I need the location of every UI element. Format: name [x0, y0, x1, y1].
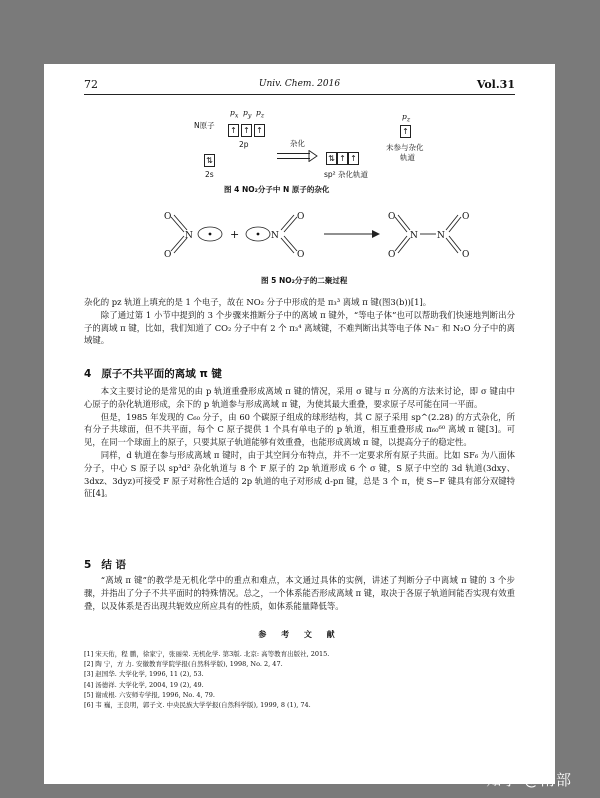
reference-item: [4] 汤德祥. 大学化学, 2004, 19 (2), 49.: [84, 680, 204, 689]
reaction-arrow-icon: [324, 230, 380, 238]
2p-orbital-box: ↑: [241, 124, 252, 137]
sp2-orbital-box: ⇅: [326, 152, 337, 165]
2s-orbital-box: ⇅: [204, 154, 215, 167]
svg-text:+: +: [230, 228, 240, 241]
body-paragraphs-top: [84, 296, 515, 347]
section-5-body: [84, 574, 515, 612]
unhybrid-label-1: 未参与杂化: [386, 143, 424, 152]
svg-text:O: O: [164, 250, 172, 260]
references-title: 参 考 文 献: [258, 629, 341, 639]
paragraph: 本文主要讨论的是常见的由 p 轨道重叠形成离域 π 键的情况，采用 σ 键与 π 分离的方法来讨论，即 σ 键由中心原子的杂化轨道形成，余下的 p 轨道参与形成离域 π 键，为使其最大重叠，要求原子尽可能在同一平面。: [84, 386, 515, 409]
pz-label-left: $p_z$: [256, 108, 265, 120]
paragraph: 杂化的 pz 轨道上填充的是 1 个电子，故在 NO₂ 分子中形成的是 π₃³ 离域 π 键(图3(b))[1]。: [84, 297, 432, 307]
2p-orbital-box: ↑: [228, 124, 239, 137]
paragraph: 同样，d 轨道在参与形成离域 π 键时，由于其空间分布特点，并不一定要求所有原子共面。比如 SF₆ 为八面体分子，中心 S 原子以 sp³d² 杂化轨道与 8 个 F 原子的 2p 轨道形成 6 个 σ 键，S 原子中空的 3d 轨道(3dxy、3dxz、3dyz)可接受 F 原子对称性合适的 2p 轨道的电子对形成 d-pπ 键，总是 3 个 π，使 S−F 键具有部分双键特征[4]。: [84, 449, 515, 499]
svg-text:O: O: [388, 212, 396, 222]
hybrid-label: 杂化: [290, 139, 305, 148]
2p-orbital-box: ↑: [254, 124, 265, 137]
svg-text:N: N: [437, 231, 445, 241]
hybridize-arrow-icon: [276, 150, 318, 162]
label-2p: 2p: [239, 140, 249, 149]
watermark: 知乎 @南部: [486, 771, 572, 789]
sp2-label: sp² 杂化轨道: [324, 170, 369, 179]
no2-molecule-middle: [281, 215, 297, 253]
figure-5-caption: 图 5 NO₂分子的二聚过程: [261, 276, 348, 285]
figure-5-dimerization: [144, 198, 474, 270]
journal-name: Univ. Chem. 2016: [258, 79, 341, 89]
unhybrid-label-2: 轨道: [400, 153, 415, 162]
svg-text:N: N: [185, 231, 193, 241]
reference-item: [2] 陶 宁，方 力. 安徽教育学院学报(自然科学版), 1998, No. 2, 47.: [84, 660, 283, 669]
n2o4-molecule: [395, 215, 461, 253]
header-rule: [84, 94, 515, 95]
figure-4-caption: 图 4 NO₂分子中 N 原子的杂化: [224, 185, 330, 194]
pz-orbital-box: ↑: [400, 125, 411, 138]
label-2s: 2s: [205, 170, 214, 179]
svg-text:O: O: [297, 250, 305, 260]
journal-page: [44, 64, 555, 784]
svg-text:N: N: [410, 231, 418, 241]
section-4-heading: 4 原子不共平面的离域 π 键: [84, 368, 222, 380]
svg-text:O: O: [297, 212, 305, 222]
paragraph: 但是，1985 年发现的 C₆₀ 分子，由 60 个碳原子组成的球形结构，其 C 原子采用 sp^(2.28) 的方式杂化，所有分子共球面，但不共平面，每个 C 原子提供 1 个具有单电子的 p 轨道，相互重叠形成 π₆₀⁶⁰ 离域 π 键[3]。可见，在同一个球面上的原子，只要其原子轨道能够有效重叠，也能形成离域 π 键，以提高分子的稳定性。: [84, 411, 515, 448]
svg-text:O: O: [462, 212, 470, 222]
py-label: $p_y$: [243, 108, 252, 120]
references-list: [84, 649, 515, 710]
px-label: $p_x$: [230, 108, 239, 120]
sp2-orbital-box: ↑: [348, 152, 359, 165]
paragraph: 除了通过第 1 小节中提到的 3 个步骤来推断分子中的离域 π 键外，“等电子体”也可以帮助我们快速地判断出分子的离域 π 键，比如，我们知道了 CO₂ 分子中有 2 个 π₃⁴ 离域键，不难判断出其等电子体 N₃⁻ 和 N₂O 分子中的离域键。: [84, 309, 515, 346]
pz-label-right: $p_z$: [402, 112, 411, 124]
section-5-heading: 5 结 语: [84, 559, 126, 571]
reference-item: [3] 赵国华. 大学化学, 1996, 11 (2), 53.: [84, 670, 204, 679]
reference-item: [5] 谢成根. 六安师专学报, 1996, No. 4, 79.: [84, 690, 215, 699]
svg-text:O: O: [388, 250, 396, 260]
page-header: [84, 78, 515, 94]
svg-text:O: O: [462, 250, 470, 260]
reference-item: [1] 宋天佑，程 鹏，徐家宁，张丽荣. 无机化学. 第3版. 北京: 高等教育出版社, 2015.: [84, 650, 330, 658]
svg-text:O: O: [164, 212, 172, 222]
reference-item: [6] 韦 巍，王良明，郭子文. 中央民族大学学报(自然科学版), 1999, 8 (1), 74.: [84, 701, 311, 710]
volume-label: Vol.31: [476, 78, 515, 91]
section-4-body: [84, 385, 515, 500]
n-atom-label: N原子: [194, 121, 215, 130]
sp2-orbital-box: ↑: [337, 152, 348, 165]
svg-text:N: N: [271, 231, 279, 241]
paragraph: “离域 π 键”的教学是无机化学中的重点和难点，本文通过具体的实例，讲述了判断分子中离域 π 键的 3 个步骤，并指出了分子不共平面时的特殊情况。总之，一个体系能否形成离域 π 键，取决于各原子轨道间能否实现有效重叠，以及体系是否出现共轭效应所应具有的性质，如体系能量降低等。: [84, 575, 515, 611]
page-number: 72: [84, 78, 98, 91]
